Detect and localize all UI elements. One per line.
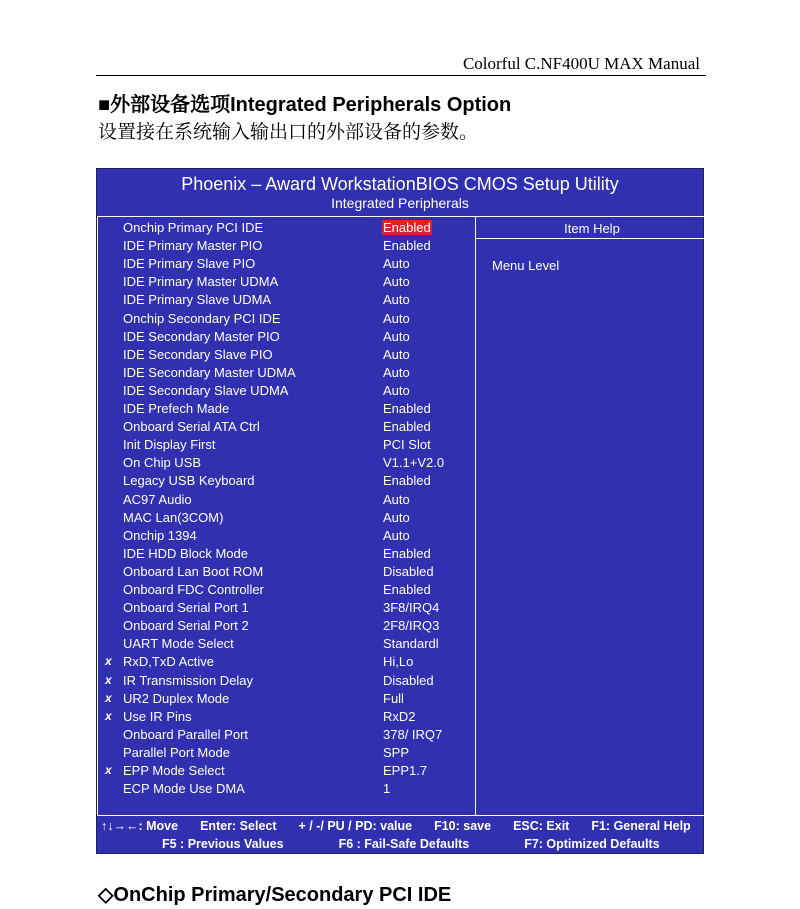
setting-value[interactable]: 2F8/IRQ3: [383, 618, 440, 634]
setting-row[interactable]: [97, 709, 475, 727]
setting-row[interactable]: [97, 564, 475, 582]
setting-label: Onchip 1394: [123, 527, 197, 543]
setting-value[interactable]: 378/ IRQ7: [383, 726, 443, 742]
setting-value[interactable]: Auto: [383, 527, 410, 543]
setting-value[interactable]: V1.1+V2.0: [383, 455, 445, 471]
setting-row[interactable]: [97, 256, 475, 274]
setting-value[interactable]: Auto: [383, 364, 410, 380]
item-help-title: Item Help: [564, 221, 620, 236]
setting-label: IDE Secondary Slave UDMA: [123, 382, 289, 398]
bios-setup-screen: [96, 168, 704, 854]
footer-key-select: Enter: Select: [200, 819, 277, 833]
setting-label: Legacy USB Keyboard: [123, 473, 255, 489]
setting-label: Use IR Pins: [123, 708, 192, 724]
setting-label: RxD,TxD Active: [123, 654, 215, 670]
setting-label: Onchip Secondary PCI IDE: [123, 310, 281, 326]
setting-value[interactable]: RxD2: [383, 708, 416, 724]
setting-row[interactable]: [97, 220, 475, 238]
setting-label: Onchip Primary PCI IDE: [123, 220, 264, 235]
footer-key-previous: F5 : Previous Values: [162, 837, 284, 851]
setting-row[interactable]: [97, 600, 475, 618]
setting-row[interactable]: [97, 781, 475, 799]
footer-divider: [97, 815, 705, 816]
setting-label: UART Mode Select: [123, 636, 234, 652]
setting-value[interactable]: Hi,Lo: [383, 654, 414, 670]
footer-key-help: F1: General Help: [591, 819, 691, 833]
setting-label: IDE Primary Slave PIO: [123, 256, 256, 272]
setting-label: IDE Secondary Master PIO: [123, 328, 280, 344]
setting-value[interactable]: Auto: [383, 346, 410, 362]
help-divider: [476, 238, 706, 239]
setting-label: IR Transmission Delay: [123, 672, 254, 688]
setting-label: Onboard Parallel Port: [123, 726, 249, 742]
setting-label: IDE Secondary Master UDMA: [123, 364, 296, 380]
section-heading: ■外部设备选项Integrated Peripherals Option: [98, 94, 512, 116]
setting-value[interactable]: Auto: [383, 310, 410, 326]
setting-value[interactable]: SPP: [383, 744, 410, 760]
setting-value[interactable]: Disabled: [383, 563, 434, 579]
setting-row[interactable]: [97, 329, 475, 347]
setting-row[interactable]: [97, 238, 475, 256]
setting-label: IDE Prefech Made: [123, 401, 230, 416]
manual-title: Colorful C.NF400U MAX Manual: [462, 54, 700, 73]
setting-row[interactable]: [97, 437, 475, 455]
setting-label: Onboard FDC Controller: [123, 582, 264, 597]
setting-label: MAC Lan(3COM): [123, 509, 224, 525]
footer-keys-line1: [101, 819, 713, 833]
setting-row[interactable]: [97, 691, 475, 709]
setting-label: On Chip USB: [123, 455, 202, 471]
setting-value[interactable]: EPP1.7: [383, 763, 428, 778]
item-help-text: Menu Level: [492, 258, 560, 273]
setting-label: IDE HDD Block Mode: [123, 545, 248, 561]
setting-value[interactable]: PCI Slot: [383, 437, 431, 453]
setting-row[interactable]: [97, 365, 475, 383]
setting-label: Onboard Serial Port 1: [123, 600, 249, 616]
setting-value[interactable]: Enabled: [383, 401, 431, 416]
setting-value[interactable]: Auto: [383, 491, 410, 507]
bios-title: Phoenix – Award WorkstationBIOS CMOS Setup Utility: [181, 174, 619, 194]
setting-row[interactable]: [97, 673, 475, 691]
footer-key-optimized: F7: Optimized Defaults: [524, 837, 660, 851]
setting-label: IDE Primary Master UDMA: [123, 274, 279, 290]
setting-label: IDE Secondary Slave PIO: [123, 346, 273, 362]
setting-value[interactable]: Standardl: [383, 636, 439, 652]
setting-value[interactable]: Auto: [383, 256, 410, 272]
subsection-heading: ◇OnChip Primary/Secondary PCI IDE: [98, 884, 452, 906]
setting-value[interactable]: Enabled: [383, 545, 431, 561]
disabled-marker: x: [105, 708, 112, 723]
panel-divider: [475, 216, 476, 816]
setting-label: Onboard Serial ATA Ctrl: [123, 419, 260, 435]
setting-label: Parallel Port Mode: [123, 744, 230, 760]
setting-value[interactable]: Auto: [383, 274, 410, 290]
disabled-marker: x: [105, 690, 112, 705]
setting-value[interactable]: Enabled: [383, 473, 431, 489]
setting-label: Onboard Serial Port 2: [123, 618, 249, 634]
setting-label: IDE Primary Slave UDMA: [123, 292, 272, 308]
setting-value[interactable]: Auto: [383, 382, 410, 398]
setting-value[interactable]: Enabled: [383, 582, 431, 597]
setting-row[interactable]: [97, 492, 475, 510]
setting-value[interactable]: Enabled: [383, 238, 431, 254]
footer-key-move: ↑↓→←: Move: [101, 819, 179, 833]
disabled-marker: x: [105, 763, 112, 777]
setting-row[interactable]: [97, 510, 475, 528]
setting-label: IDE Primary Master PIO: [123, 238, 263, 254]
setting-label: AC97 Audio: [123, 491, 192, 507]
setting-value[interactable]: 3F8/IRQ4: [383, 600, 440, 616]
setting-row[interactable]: [97, 654, 475, 672]
setting-row[interactable]: [97, 473, 475, 491]
setting-value[interactable]: Auto: [383, 509, 410, 525]
section-description: 设置接在系统输入输出口的外部设备的参数。: [98, 121, 479, 143]
footer-keys-line2: [162, 837, 715, 851]
footer-key-value: + / -/ PU / PD: value: [298, 819, 413, 833]
setting-row[interactable]: [97, 546, 475, 564]
setting-row[interactable]: [97, 528, 475, 546]
setting-row[interactable]: [97, 582, 475, 600]
setting-row[interactable]: [97, 763, 475, 781]
setting-row[interactable]: [97, 727, 475, 745]
bios-subtitle: Integrated Peripherals: [331, 195, 469, 211]
footer-key-save: F10: save: [434, 819, 492, 833]
setting-value[interactable]: Full: [383, 690, 404, 706]
setting-label: Init Display First: [123, 437, 216, 453]
setting-label: UR2 Duplex Mode: [123, 690, 230, 706]
setting-row[interactable]: [97, 292, 475, 310]
setting-row[interactable]: [97, 745, 475, 763]
setting-row[interactable]: [97, 455, 475, 473]
disabled-marker: x: [105, 672, 112, 687]
setting-row[interactable]: [97, 383, 475, 401]
setting-label: Onboard Lan Boot ROM: [123, 563, 264, 579]
setting-value[interactable]: Enabled: [383, 419, 431, 435]
setting-row[interactable]: [97, 311, 475, 329]
setting-row[interactable]: [97, 401, 475, 419]
setting-row[interactable]: [97, 618, 475, 636]
setting-label: ECP Mode Use DMA: [123, 781, 245, 797]
setting-row[interactable]: [97, 419, 475, 437]
footer-key-failsafe: F6 : Fail-Safe Defaults: [338, 837, 470, 851]
disabled-marker: x: [105, 654, 112, 669]
setting-value[interactable]: 1: [383, 781, 391, 797]
setting-value[interactable]: Auto: [383, 292, 410, 308]
header-divider: [96, 75, 706, 76]
setting-label: EPP Mode Select: [123, 763, 225, 778]
setting-value[interactable]: Disabled: [383, 672, 434, 688]
footer-key-exit: ESC: Exit: [513, 819, 570, 833]
setting-row[interactable]: [97, 636, 475, 654]
setting-value[interactable]: Auto: [383, 328, 410, 344]
setting-value[interactable]: Enabled: [383, 220, 431, 235]
setting-row[interactable]: [97, 347, 475, 365]
setting-row[interactable]: [97, 274, 475, 292]
